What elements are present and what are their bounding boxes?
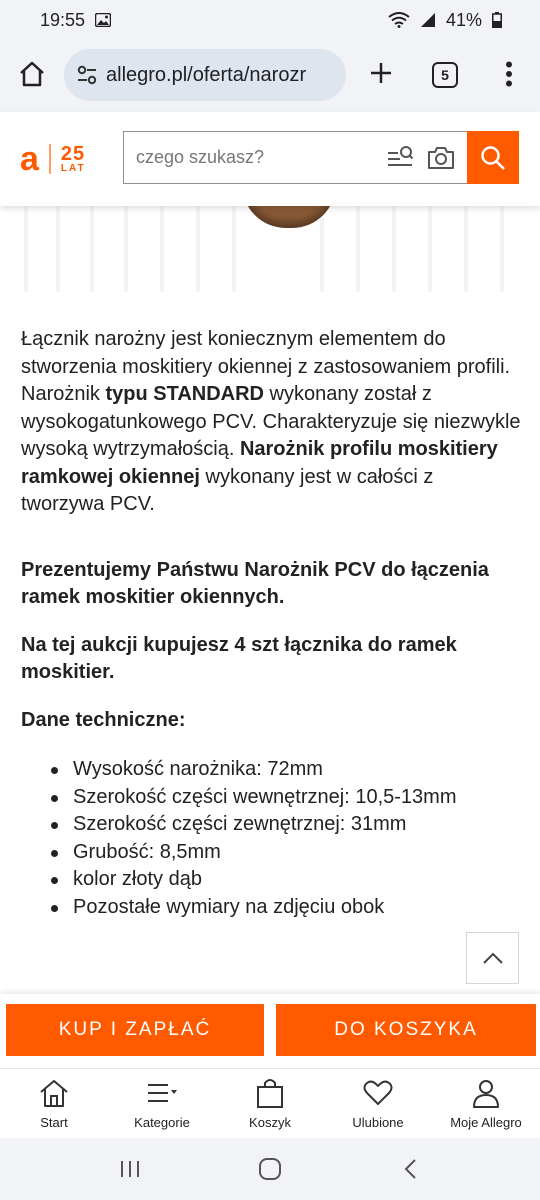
heart-icon bbox=[363, 1077, 393, 1109]
browser-toolbar bbox=[0, 40, 540, 112]
more-vert-icon bbox=[505, 61, 513, 87]
search-input[interactable] bbox=[136, 147, 376, 168]
menu-icon bbox=[146, 1077, 178, 1109]
anniversary-badge: 25 LAT bbox=[60, 143, 86, 174]
camera-icon[interactable] bbox=[426, 144, 456, 177]
description-paragraph: Łącznik narożny jest koniecznym elementem do stworzenia moskitiery okiennej z zastosowaniem profili. Narożnik typu STANDARD wykonany został z wysokogatunkowego PCV. Charakteryzuje się niezwykle wysoką wytrzymałością. Narożnik profilu moskitiery ramkowej okiennej wykonany jest w całości z tworzywa PCV. bbox=[21, 328, 521, 515]
clock: 19:55 bbox=[40, 9, 86, 30]
product-description bbox=[21, 326, 521, 921]
logo-divider bbox=[49, 144, 51, 174]
recent-apps-icon bbox=[119, 1159, 141, 1179]
system-navigation bbox=[0, 1138, 540, 1200]
quantity-paragraph: Na tej aukcji kupujesz 4 szt łącznika do ramek moskitier. bbox=[21, 633, 457, 683]
home-icon bbox=[18, 60, 46, 88]
back-chevron-icon bbox=[402, 1158, 418, 1180]
spec-item: Pozostałe wymiary na zdjęciu obok bbox=[51, 894, 521, 922]
bag-icon bbox=[255, 1077, 285, 1109]
plus-icon bbox=[369, 61, 393, 85]
chevron-up-icon bbox=[482, 951, 504, 965]
browser-menu-button[interactable] bbox=[494, 56, 524, 92]
browser-home-button[interactable] bbox=[14, 56, 50, 92]
recent-apps-button[interactable] bbox=[110, 1149, 150, 1189]
wifi-icon bbox=[388, 12, 410, 28]
specs-heading: Dane techniczne: bbox=[21, 708, 186, 731]
system-home-button[interactable] bbox=[250, 1149, 290, 1189]
address-bar[interactable] bbox=[64, 49, 346, 101]
bottom-navigation bbox=[0, 1068, 540, 1138]
signal-icon bbox=[420, 12, 436, 28]
nav-item-koszyk[interactable]: Koszyk bbox=[216, 1069, 324, 1138]
search-box bbox=[123, 131, 468, 184]
home-icon bbox=[38, 1077, 70, 1109]
presentation-paragraph: Prezentujemy Państwu Narożnik PCV do łączenia ramek moskitier okiennych. bbox=[21, 558, 489, 608]
spec-item: kolor złoty dąb bbox=[51, 866, 521, 894]
spec-item: Szerokość części wewnętrznej: 10,5-13mm bbox=[51, 784, 521, 812]
list-search-icon[interactable] bbox=[386, 144, 414, 177]
new-tab-button[interactable] bbox=[364, 56, 398, 90]
spec-item: Szerokość części zewnętrznej: 31mm bbox=[51, 811, 521, 839]
url-text: allegro.pl/oferta/narozr bbox=[106, 63, 307, 86]
spec-item: Wysokość narożnika: 72mm bbox=[51, 756, 521, 784]
scroll-to-top-button[interactable] bbox=[466, 932, 519, 984]
buy-now-button[interactable]: KUP I ZAPŁAĆ bbox=[6, 1004, 264, 1056]
battery-icon bbox=[492, 12, 502, 28]
logo-letter: a bbox=[20, 140, 39, 178]
nav-item-start[interactable]: Start bbox=[0, 1069, 108, 1138]
tab-switcher-button[interactable]: 5 bbox=[432, 62, 458, 88]
status-bar bbox=[0, 0, 540, 40]
nav-item-ulubione[interactable]: Ulubione bbox=[324, 1069, 432, 1138]
system-back-button[interactable] bbox=[390, 1149, 430, 1189]
nav-item-kategorie[interactable]: Kategorie bbox=[108, 1069, 216, 1138]
nav-item-moje-allegro[interactable]: Moje Allegro bbox=[432, 1069, 540, 1138]
user-icon bbox=[471, 1077, 501, 1109]
search-button[interactable] bbox=[467, 131, 519, 184]
home-circle-icon bbox=[258, 1157, 282, 1181]
battery-level: 41% bbox=[445, 9, 482, 30]
site-settings-icon[interactable] bbox=[76, 64, 98, 86]
product-image[interactable] bbox=[20, 206, 518, 294]
spec-item: Grubość: 8,5mm bbox=[51, 839, 521, 867]
search-icon bbox=[479, 144, 507, 172]
allegro-logo[interactable] bbox=[20, 142, 86, 176]
purchase-action-bar bbox=[0, 994, 540, 1068]
specs-list bbox=[21, 756, 521, 921]
site-header bbox=[0, 112, 540, 206]
gallery-icon bbox=[95, 13, 111, 27]
add-to-cart-button[interactable]: DO KOSZYKA bbox=[276, 1004, 536, 1056]
